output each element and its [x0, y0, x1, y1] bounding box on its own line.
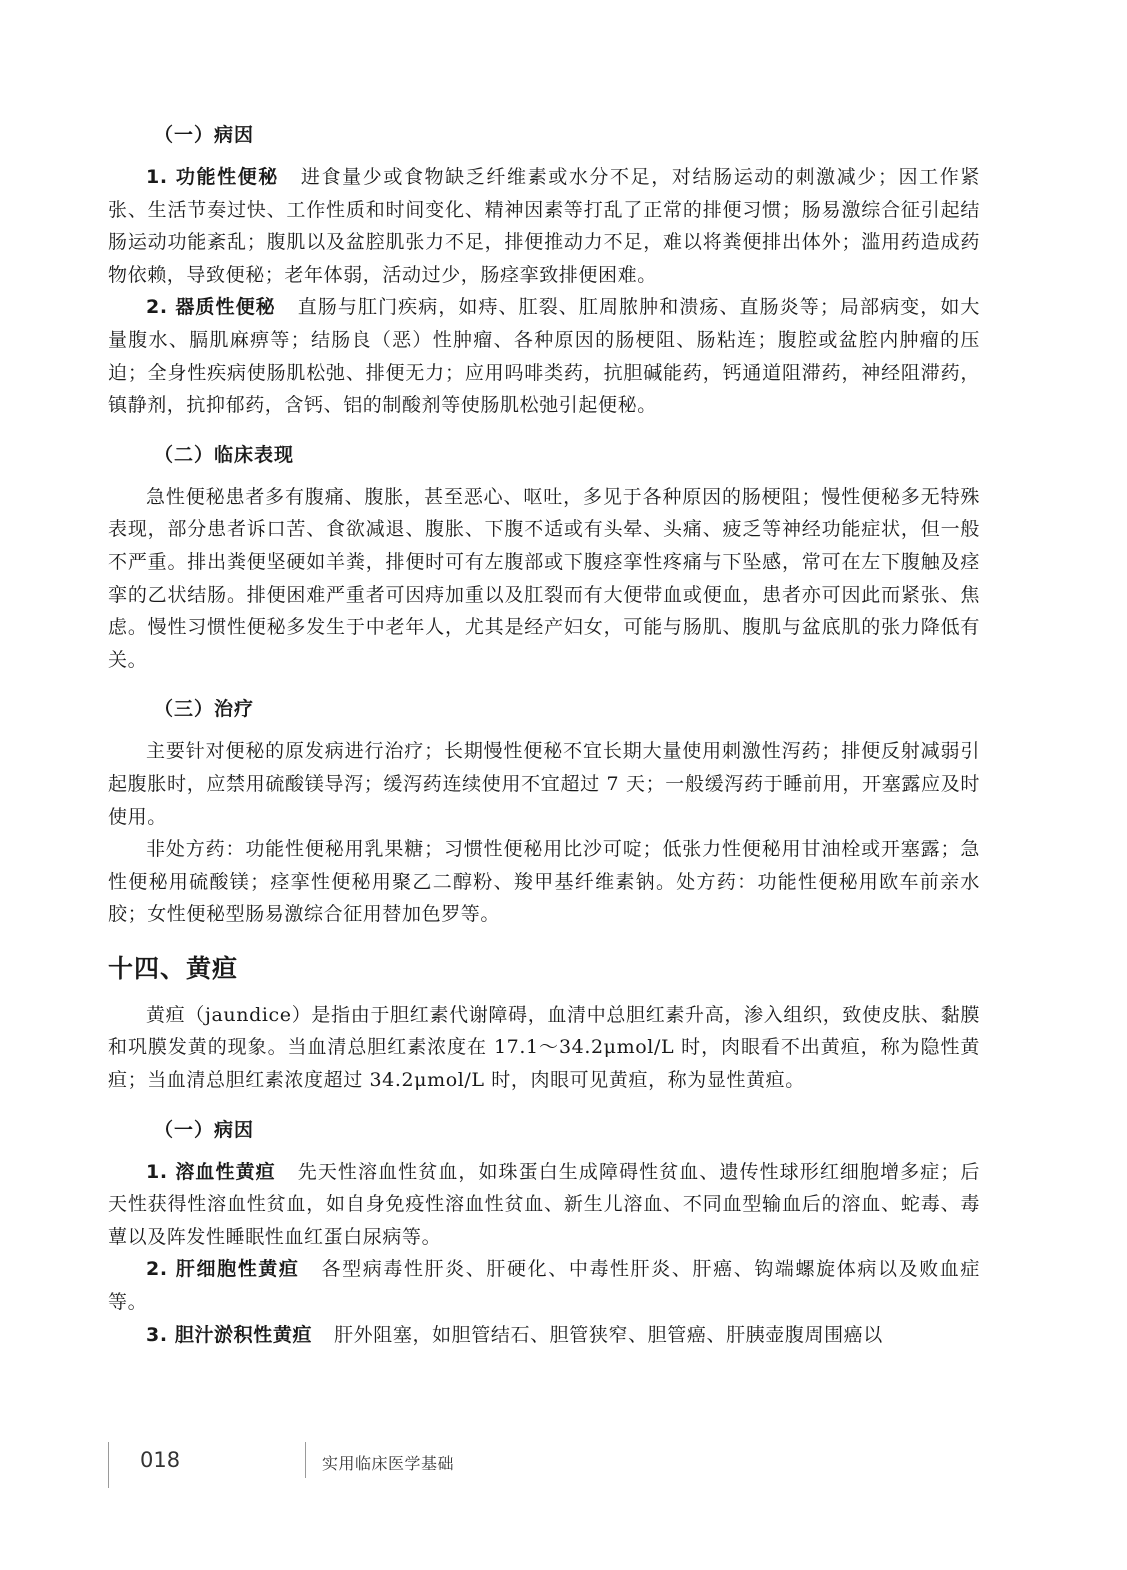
hepatocellular-jaundice-text: 各型病毒性肝炎、肝硬化、中毒性肝炎、肝癌、钩端螺旋体病以及败血症等。: [108, 1258, 981, 1314]
functional-constipation-text: 进食量少或食物缺乏纤维素或水分不足，对结肠运动的刺激减少；因工作紧张、生活节奏过快、工作性质和时间变化、精神因素等打乱了正常的排便习惯；肠易激综合征引起结肠运动功能紊乱；腹肌以及盆腔肌张力不足，排便推动力不足，难以将粪便排出体外；滥用药造成药物依赖，导致便秘；老年体弱，活动过少，肠痉挛致排便困难。: [108, 166, 980, 286]
clinical-paragraph: 急性便秘患者多有腹痛、腹胀，甚至恶心、呕吐，多见于各种原因的肠梗阻；慢性便秘多无特殊表现，部分患者诉口苦、食欲减退、腹胀、下腹不适或有头晕、头痛、疲乏等神经功能症状，但一般不严重。排出粪便坚硬如羊粪，排便时可有左腹部或下腹痉挛性疼痛与下坠感，常可在左下腹触及痉挛的乙状结肠。排便困难严重者可因痔加重以及肛裂而有大便带血或便血，患者亦可因此而紧张、焦虑。慢性习惯性便秘多发生于中老年人，尤其是经产妇女，可能与肠肌、腹肌与盆底肌的张力降低有关。: [108, 485, 980, 671]
organic-constipation-label: 2. 器质性便秘: [146, 296, 276, 319]
treatment-heading: （三）治疗: [154, 698, 255, 721]
page-number: 018: [140, 1448, 181, 1472]
footer-divider: [305, 1442, 306, 1478]
functional-constipation-paragraph: [108, 161, 980, 291]
functional-constipation-label: 1. 功能性便秘: [146, 166, 279, 188]
treatment-paragraph-1: 主要针对便秘的原发病进行治疗；长期慢性便秘不宜长期大量使用刺激性泻药；排便反射减弱引起腹胀时，应禁用硫酸镁导泻；缓泻药连续使用不宜超过 7 天；一般缓泻药于睡前用，开塞露应及时使用。: [108, 740, 980, 828]
cholestatic-jaundice-text: 肝外阻塞，如胆管结石、胆管狭窄、胆管癌、肝胰壶腹周围癌以: [334, 1323, 883, 1346]
hemolytic-jaundice-label: 1. 溶血性黄疸: [146, 1160, 276, 1183]
hepatocellular-jaundice-label: 2. 肝细胞性黄疸: [146, 1258, 300, 1281]
hepatocellular-jaundice-paragraph: [108, 1253, 980, 1318]
hemolytic-jaundice-paragraph: [108, 1156, 980, 1254]
page-content: [108, 120, 980, 1351]
cause-heading: （一）病因: [154, 124, 255, 146]
footer-rule: [108, 1442, 109, 1488]
jaundice-section-title: 十四、黄疸: [108, 953, 239, 983]
cholestatic-jaundice-paragraph: [108, 1319, 980, 1352]
hemolytic-jaundice-text: 先天性溶血性贫血，如珠蛋白生成障碍性贫血、遗传性球形红细胞增多症；后天性获得性溶血性贫血，如自身免疫性溶血性贫血、新生儿溶血、不同血型输血后的溶血、蛇毒、毒蕈以及阵发性睡眠性血红蛋白尿病等。: [108, 1160, 981, 1248]
jaundice-intro-paragraph: 黄疸（jaundice）是指由于胆红素代谢障碍，血清中总胆红素升高，渗入组织，致使皮肤、黏膜和巩膜发黄的现象。当血清总胆红素浓度在 17.1～34.2μmol/L 时，肉眼看不出黄疸，称为隐性黄疸；当血清总胆红素浓度超过 34.2μmol/L 时，肉眼可见黄疸，称为显性黄疸。: [108, 1003, 980, 1092]
page-footer: [108, 1442, 508, 1492]
organic-constipation-text: 直肠与肛门疾病，如痔、肛裂、肛周脓肿和溃疡、直肠炎等；局部病变，如大量腹水、膈肌麻痹等；结肠良（恶）性肿瘤、各种原因的肠梗阻、肠粘连；腹腔或盆腔内肿瘤的压迫；全身性疾病使肠肌松弛、排便无力；应用吗啡类药，抗胆碱能药，钙通道阻滞药，神经阻滞药，镇静剂，抗抑郁药，含钙、铝的制酸剂等使肠肌松弛引起便秘。: [108, 296, 981, 417]
clinical-heading: （二）临床表现: [154, 443, 295, 466]
cholestatic-jaundice-label: 3. 胆汁淤积性黄疸: [146, 1323, 313, 1346]
organic-constipation-paragraph: [108, 291, 980, 421]
treatment-paragraph-2: 非处方药：功能性便秘用乳果糖；习惯性便秘用比沙可啶；低张力性便秘用甘油栓或开塞露；急性便秘用硫酸镁；痉挛性便秘用聚乙二醇粉、羧甲基纤维素钠。处方药：功能性便秘用欧车前亲水胶；女性便秘型肠易激综合征用替加色罗等。: [108, 838, 980, 926]
book-title: 实用临床医学基础: [322, 1454, 455, 1473]
jaundice-cause-heading: （一）病因: [154, 1118, 255, 1141]
